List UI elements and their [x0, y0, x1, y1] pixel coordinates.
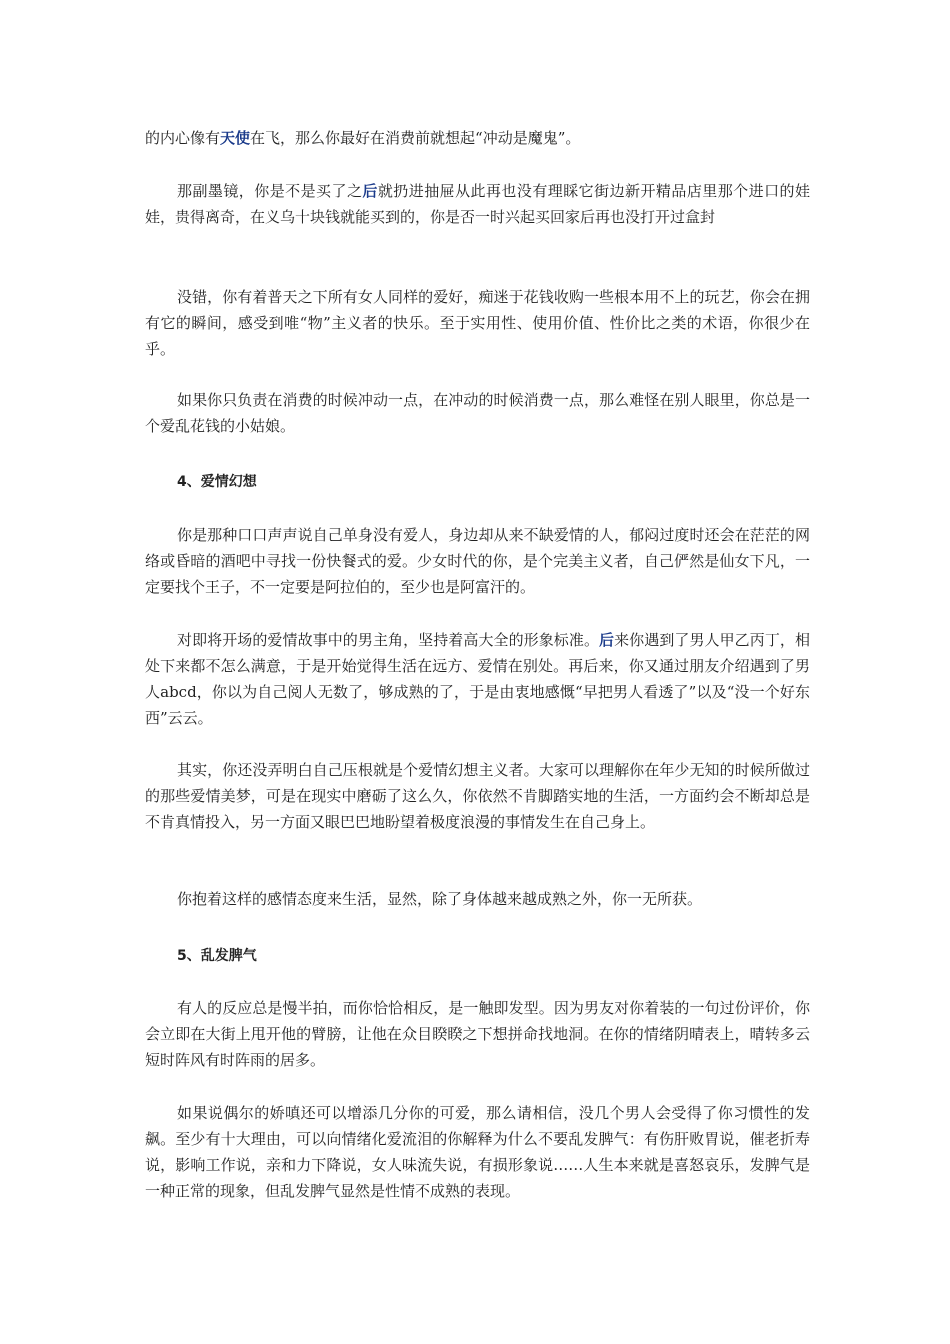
paragraph-6	[145, 627, 810, 731]
paragraph-2	[145, 178, 810, 230]
section-heading-5: 5、乱发脾气	[177, 948, 257, 964]
paragraph-text: 在飞，那么你最好在消费前就想起“冲动是魔鬼”。	[250, 129, 581, 147]
paragraph-9: 有人的反应总是慢半拍，而你恰恰相反，是一触即发型。因为男友对你着装的一句过份评价，你会立即在大街上甩开他的臂膀，让他在众目睽睽之下想拼命找地洞。在你的情绪阴晴表上，晴转多云短时阵风有时阵雨的居多。	[145, 999, 810, 1069]
section-heading-4: 4、爱情幻想	[177, 474, 257, 490]
paragraph-3: 没错，你有着普天之下所有女人同样的爱好，痴迷于花钱收购一些根本用不上的玩艺，你会在拥有它的瞬间，感受到唯“物”主义者的快乐。至于实用性、使用价值、性价比之类的术语，你很少在乎。	[145, 288, 810, 358]
paragraph-5: 你是那种口口声声说自己单身没有爱人，身边却从来不缺爱情的人，郁闷过度时还会在茫茫的网络或昏暗的酒吧中寻找一份快餐式的爱。少女时代的你，是个完美主义者，自己俨然是仙女下凡，一定要找个王子，不一定要是阿拉伯的，至少也是阿富汗的。	[145, 526, 810, 596]
keyword-link[interactable]: 天使	[220, 129, 251, 147]
keyword-link[interactable]: 后	[599, 631, 615, 649]
paragraph-7: 其实，你还没弄明白自己压根就是个爱情幻想主义者。大家可以理解你在年少无知的时候所做过的那些爱情美梦，可是在现实中磨砺了这么久，你依然不肯脚踏实地的生活，一方面约会不断却总是不肯真情投入，另一方面又眼巴巴地盼望着极度浪漫的事情发生在自己身上。	[145, 761, 810, 831]
keyword-link[interactable]: 后	[362, 182, 378, 200]
paragraph-text: 对即将开场的爱情故事中的男主角，坚持着高大全的形象标准。	[177, 631, 600, 649]
paragraph-4: 如果你只负责在消费的时候冲动一点，在冲动的时候消费一点，那么难怪在别人眼里，你总是一个爱乱花钱的小姑娘。	[145, 391, 810, 435]
paragraph-8: 你抱着这样的感情态度来生活，显然，除了身体越来越成熟之外，你一无所获。	[177, 890, 703, 908]
paragraph-10: 如果说偶尔的娇嗔还可以增添几分你的可爱，那么请相信，没几个男人会受得了你习惯性的发飙。至少有十大理由，可以向情绪化爱流泪的你解释为什么不要乱发脾气：有伤肝败胃说，催老折寿说，影响工作说，亲和力下降说，女人味流失说，有损形象说……人生本来就是喜怒哀乐，发脾气是一种正常的现象，但乱发脾气显然是性情不成熟的表现。	[145, 1104, 810, 1200]
paragraph-1	[145, 125, 810, 151]
paragraph-text: 来你遇到了男人甲乙丙丁，相处下来都不怎么满意，于是开始觉得生活在远方、爱情在别处。再后来，你又通过朋友介绍遇到了男人abcd，你以为自己阅人无数了，够成熟的了，于是由衷地感慨“早把男人看透了”以及“没一个好东西”云云。	[145, 631, 810, 727]
paragraph-text: 的内心像有	[145, 129, 221, 147]
paragraph-text: 那副墨镜，你是不是买了之	[177, 182, 363, 200]
paragraph-text: 就扔进抽屉从此再也没有理睬它街边新开精品店里那个进口的娃娃，贵得离奇，在义乌十块钱就能买到的，你是否一时兴起买回家后再也没打开过盒封	[145, 182, 810, 226]
